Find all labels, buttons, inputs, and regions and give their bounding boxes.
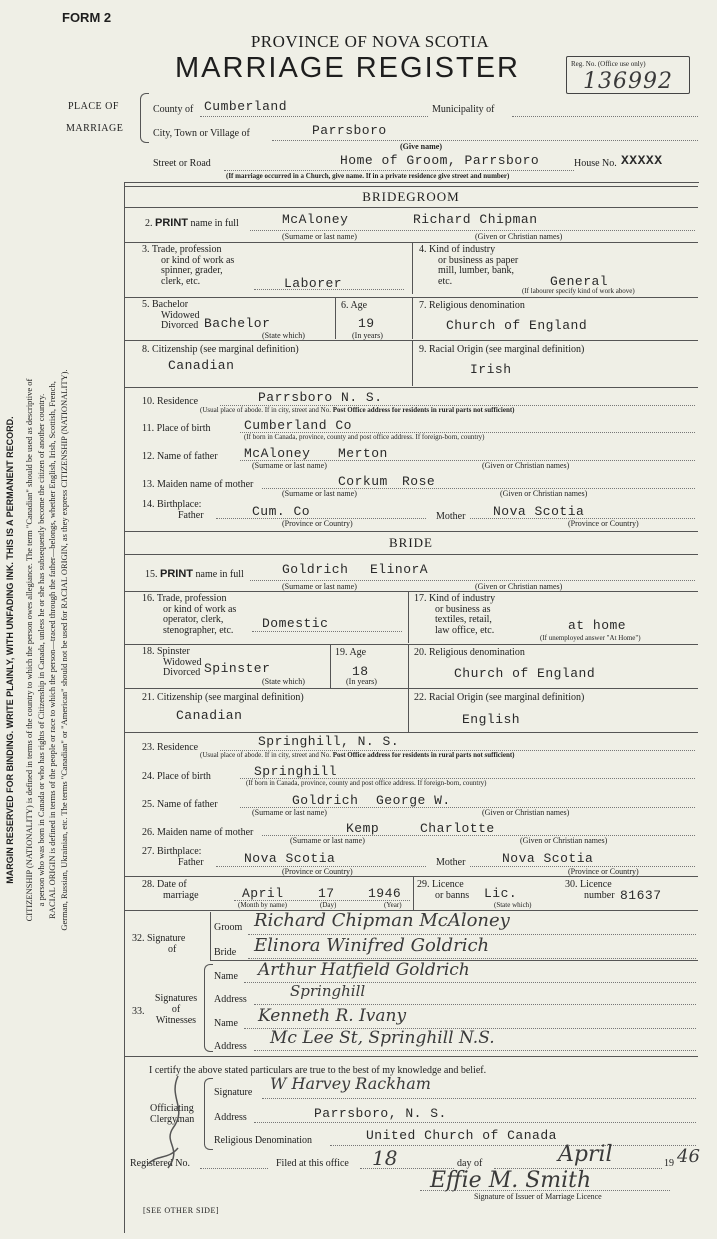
- groom-sig-label: Groom: [214, 922, 243, 933]
- bride-age-value: 18: [352, 664, 369, 679]
- scribble-mark-icon: [138, 1068, 208, 1178]
- surname-note: (Surname or last name): [282, 489, 357, 498]
- l: or business as: [435, 603, 491, 615]
- day-of-label: day of: [457, 1158, 483, 1169]
- rule: [408, 644, 409, 688]
- county-line: [200, 116, 428, 117]
- l: etc.: [438, 275, 453, 287]
- bride-residence-label: 23. Residence: [142, 742, 199, 753]
- bride-trade-label: [142, 594, 236, 636]
- rule: [412, 297, 413, 339]
- bridegroom-heading: BRIDEGROOM: [362, 189, 460, 204]
- witness-brace: [204, 964, 213, 1052]
- rule: [250, 230, 695, 231]
- groom-religion-value: Church of England: [446, 318, 588, 333]
- l: or kind of work as: [163, 603, 237, 615]
- groom-citizenship-label: 8. Citizenship (see marginal definition): [142, 344, 299, 355]
- city-value: Parrsboro: [312, 123, 387, 138]
- label-rest: name in full: [195, 569, 244, 580]
- groom-industry-value: General: [550, 274, 609, 289]
- rule: [408, 591, 409, 643]
- l: textiles, retail,: [435, 614, 492, 625]
- rule: [124, 732, 698, 733]
- marriage-year: 1946: [368, 886, 402, 901]
- groom-father-birthplace: Cum. Co: [252, 504, 311, 519]
- l: Father: [178, 510, 204, 521]
- street-value: Home of Groom, Parrsboro: [340, 153, 540, 168]
- rule: [124, 876, 698, 877]
- l: 28. Date of: [142, 879, 187, 890]
- groom-trade-label: [142, 245, 282, 287]
- rule: [124, 207, 698, 208]
- bride-religion-label: 20. Religious denomination: [414, 647, 525, 658]
- groom-racial-value: Irish: [470, 362, 512, 377]
- rule: [124, 387, 698, 388]
- bride-trade-value: Domestic: [262, 616, 329, 631]
- wit2-address: Mc Lee St, Springhill N.S.: [270, 1028, 495, 1048]
- clergy-denomination-label: Religious Denomination: [214, 1135, 313, 1146]
- wit1-name-label: Name: [214, 971, 238, 982]
- month-note: (Month by name): [238, 901, 287, 909]
- rule: [420, 1190, 670, 1191]
- l: 27. Birthplace:: [142, 846, 202, 857]
- see-other-side: [SEE OTHER SIDE]: [143, 1206, 219, 1215]
- l: Widowed: [161, 309, 200, 321]
- rule: [254, 1004, 696, 1005]
- bride-birth-label: 24. Place of birth: [142, 771, 211, 782]
- residence-note: [200, 406, 515, 414]
- l: Divorced: [163, 667, 201, 678]
- date-label: [142, 879, 199, 901]
- bride-industry-value: at home: [568, 618, 627, 633]
- surname-note: (Surname or last name): [252, 461, 327, 470]
- l: or kind of work as: [161, 254, 235, 266]
- witness-label: [140, 993, 212, 1026]
- rule: [124, 554, 698, 555]
- industry-note: (If labourer specify kind of work above): [522, 287, 635, 295]
- margin-line-4: a person who was born in Canada or who has rights of Citizenship in Canada, unless he or she has subsequently become the citizen of another country.: [35, 393, 46, 907]
- given-note: (Given or Christian names): [475, 232, 563, 241]
- registered-no-label: Registered No.: [130, 1158, 190, 1169]
- groom-mother-surname: Corkum: [338, 474, 388, 489]
- surname-note: (Surname or last name): [282, 582, 357, 591]
- l: 30. Licence: [565, 879, 612, 890]
- l: number: [584, 890, 615, 901]
- place-brace: [140, 93, 149, 143]
- rule: [254, 1050, 696, 1051]
- residence-note: [200, 751, 515, 759]
- l: Officiating: [150, 1103, 194, 1114]
- groom-racial-label: 9. Racial Origin (see marginal definition): [419, 344, 585, 355]
- groom-surname: McAloney: [282, 212, 349, 227]
- l: Father: [178, 857, 204, 868]
- given-note: (Given or Christian names): [482, 461, 570, 470]
- groom-birth-value: Cumberland Co: [244, 418, 352, 433]
- rule: [124, 186, 698, 187]
- filed-label: Filed at this office: [276, 1158, 349, 1169]
- year-note: (Year): [384, 901, 402, 909]
- l: of: [168, 944, 177, 955]
- bride-signature: Elinora Winifred Goldrich: [254, 935, 490, 956]
- groom-residence-value: Parrsboro N. S.: [258, 390, 383, 405]
- bride-birth-value: Springhill: [254, 764, 338, 779]
- clergy-signature: W Harvey Rackham: [270, 1074, 431, 1093]
- bride-mother-word: Mother: [436, 857, 466, 868]
- l: Clergyman: [150, 1114, 195, 1125]
- municipality-label: Municipality of: [432, 104, 495, 115]
- binding-margin-text: [0, 75, 85, 1225]
- l: or business as paper: [438, 254, 519, 266]
- groom-status-label: [142, 300, 199, 332]
- groom-mother-word: Mother: [436, 511, 466, 522]
- groom-industry-label: [419, 245, 518, 287]
- groom-trade-value: Laborer: [284, 276, 343, 291]
- licence-value: Lic.: [484, 886, 518, 901]
- wit1-address-label: Address: [214, 994, 247, 1005]
- prov-note: (Province or Country): [568, 867, 639, 876]
- rule: [250, 580, 695, 581]
- wit2-name-label: Name: [214, 1018, 238, 1029]
- bride-father-label: 25. Name of father: [142, 799, 218, 810]
- rule: [412, 242, 413, 294]
- marriage-month: April: [242, 886, 284, 901]
- clergy-address-label: Address: [214, 1112, 247, 1123]
- l: 16. Trade, profession: [142, 593, 227, 604]
- rule: [252, 631, 402, 632]
- n: Post Office address for residents in rural parts not sufficient): [332, 751, 515, 759]
- house-value: XXXXX: [621, 153, 663, 168]
- reg-no-label: Reg. No. (Office use only): [571, 60, 646, 68]
- l: Divorced: [161, 320, 199, 331]
- rule: [412, 340, 413, 386]
- rule: [124, 688, 698, 689]
- groom-signature: Richard Chipman McAloney: [254, 910, 510, 931]
- year-prefix: 19: [664, 1158, 674, 1169]
- wit2-name: Kenneth R. Ivany: [258, 1006, 407, 1026]
- street-line: [224, 170, 574, 171]
- rule: [124, 531, 698, 532]
- unemployed-note: (If unemployed answer "At Home"): [540, 634, 641, 642]
- l: law office, etc.: [435, 624, 495, 636]
- bride-given: ElinorA: [370, 562, 429, 577]
- prov-note: (Province or Country): [282, 867, 353, 876]
- bride-industry-label: [414, 594, 495, 636]
- page-title: MARRIAGE REGISTER: [175, 52, 520, 84]
- margin-line-5: RACIAL ORIGIN is defined in terms of the people or race to which the person—traced through the father—belongs, whether English, Irish, Scottish, French,: [47, 381, 57, 919]
- filed-month: April: [558, 1142, 613, 1167]
- rule: [124, 644, 698, 645]
- bride-religion-value: Church of England: [454, 666, 596, 681]
- margin-line-3: CITIZENSHIP (NATIONALITY) is defined in terms of the country to which the person owes allegiance. The term "Canadian" should be used as descriptive of: [24, 378, 34, 922]
- bride-age-label: 19. Age: [335, 647, 367, 658]
- form-number: FORM 2: [62, 10, 112, 25]
- l: Witnesses: [155, 1015, 197, 1026]
- municipality-line: [512, 116, 698, 117]
- l: 4. Kind of industry: [419, 244, 496, 255]
- bride-citizenship-label: 21. Citizenship (see marginal definition): [142, 692, 304, 703]
- bride-mother-surname: Kemp: [346, 821, 380, 836]
- l: clerk, etc.: [161, 275, 201, 287]
- given-note: (Given or Christian names): [500, 489, 588, 498]
- bride-status-label: [142, 647, 201, 679]
- groom-citizenship-value: Canadian: [168, 358, 235, 373]
- reg-no-box: [566, 56, 690, 94]
- l: mill, lumber, bank,: [438, 265, 514, 276]
- rule: [124, 340, 698, 341]
- wit1-address: Springhill: [290, 982, 366, 1000]
- rule: [248, 958, 696, 959]
- l: Widowed: [163, 656, 202, 668]
- rule: [124, 591, 698, 592]
- give-name-note: (Give name): [400, 142, 442, 151]
- l: marriage: [163, 890, 199, 901]
- street-label: Street or Road: [153, 158, 211, 169]
- day-note: (Day): [320, 901, 337, 909]
- surname-note: (Surname or last name): [252, 808, 327, 817]
- bride-name-label: [145, 568, 244, 580]
- given-note: (Given or Christian names): [482, 808, 570, 817]
- birth-note: (If born in Canada, province, county and post office address. If foreign-born, country): [244, 433, 485, 441]
- groom-age-value: 19: [358, 316, 375, 331]
- l: 3. Trade, profession: [142, 244, 222, 255]
- bride-mother-given: Charlotte: [420, 821, 495, 836]
- state-note: (State which): [262, 331, 305, 340]
- l: 17. Kind of industry: [414, 593, 496, 604]
- filed-year: 46: [677, 1146, 700, 1167]
- groom-given: Richard Chipman: [413, 212, 538, 227]
- bride-father-birthplace: Nova Scotia: [244, 851, 336, 866]
- rule: [200, 1168, 268, 1169]
- l: stenographer, etc.: [163, 624, 234, 636]
- groom-mother-birthplace: Nova Scotia: [493, 504, 585, 519]
- given-note: (Given or Christian names): [475, 582, 563, 591]
- rule: [124, 1056, 698, 1057]
- given-note: (Given or Christian names): [520, 836, 608, 845]
- l: operator, clerk,: [163, 614, 224, 625]
- licence-label: [417, 879, 469, 901]
- rule: [254, 1122, 696, 1123]
- groom-age-label: 6. Age: [341, 300, 368, 311]
- groom-father-given: Merton: [338, 446, 388, 461]
- bride-racial-value: English: [462, 712, 521, 727]
- bride-mother-label: 26. Maiden name of mother: [142, 827, 254, 838]
- city-label: City, Town or Village of: [153, 128, 250, 139]
- rule: [254, 289, 404, 290]
- place-of-label: PLACE OF: [68, 101, 119, 112]
- l: of: [171, 1004, 181, 1015]
- province-heading: PROVINCE OF NOVA SCOTIA: [250, 32, 490, 51]
- city-line: [272, 140, 698, 141]
- rule: [413, 876, 414, 910]
- clergy-denomination: United Church of Canada: [366, 1128, 557, 1143]
- surname-note: (Surname or last name): [290, 836, 365, 845]
- prov-note: (Province or Country): [568, 519, 639, 528]
- groom-mother-given: Rose: [402, 474, 436, 489]
- groom-status-value: Bachelor: [204, 316, 271, 331]
- l: 14. Birthplace:: [142, 499, 202, 510]
- label-print: PRINT: [155, 217, 188, 229]
- certify-statement: I certify the above stated particulars are true to the best of my knowledge and belief.: [149, 1065, 487, 1076]
- l: 5. Bachelor: [142, 299, 189, 310]
- licence-number-value: 81637: [620, 888, 662, 903]
- clergy-address: Parrsboro, N. S.: [314, 1106, 447, 1121]
- rule: [210, 912, 211, 960]
- groom-name-label: [145, 217, 239, 229]
- rule: [330, 644, 331, 688]
- bride-sig-label: Bride: [214, 947, 237, 958]
- l: 18. Spinster: [142, 646, 190, 657]
- rule: [262, 1098, 696, 1099]
- issuer-signature: Effie M. Smith: [430, 1168, 592, 1193]
- county-value: Cumberland: [204, 99, 288, 114]
- n: Post Office address for residents in rural parts not sufficient): [332, 406, 515, 414]
- label-num: 15.: [145, 569, 158, 580]
- rule: [124, 242, 698, 243]
- groom-father-surname: McAloney: [244, 446, 311, 461]
- issuer-label: Signature of Issuer of Marriage Licence: [474, 1192, 602, 1201]
- street-note: (If marriage occurred in a Church, give name. If in a private residence give street and number): [226, 172, 510, 180]
- groom-birth-label: 11. Place of birth: [142, 423, 211, 434]
- wit1-name: Arthur Hatfield Goldrich: [258, 960, 470, 980]
- rule: [335, 297, 336, 339]
- label-num: 2.: [145, 218, 153, 229]
- bride-residence-value: Springhill, N. S.: [258, 734, 400, 749]
- licence-number-label: [565, 879, 615, 901]
- margin-line-2: MARGIN RESERVED FOR BINDING. WRITE PLAINLY, WITH UNFADING INK. THIS IS A PERMANENT RECORD.: [4, 416, 15, 884]
- bride-father-given: George W.: [376, 793, 451, 808]
- marriage-label: MARRIAGE: [66, 123, 124, 134]
- bride-citizenship-value: Canadian: [176, 708, 243, 723]
- bride-father-surname: Goldrich: [292, 793, 359, 808]
- bride-birthplace-label: [142, 846, 204, 868]
- groom-residence-label: 10. Residence: [142, 396, 199, 407]
- groom-birthplace-label: [142, 499, 204, 521]
- l: spinner, grader,: [161, 265, 223, 276]
- groom-mother-label: 13. Maiden name of mother: [142, 479, 254, 490]
- state-which-note: (State which): [494, 901, 532, 909]
- marriage-day: 17: [318, 886, 335, 901]
- bride-racial-label: 22. Racial Origin (see marginal definition): [414, 692, 585, 703]
- l: Signatures: [154, 993, 198, 1004]
- groom-religion-label: 7. Religious denomination: [419, 300, 525, 311]
- signature-label: [132, 933, 185, 955]
- years-note: (In years): [346, 677, 377, 686]
- margin-line-6: German, Russian, Ukrainian, etc. The terms "Canadian" or "American" should not be used for RACIAL ORIGIN, as they express CITIZENSHIP (NATIONALITY).: [58, 369, 69, 931]
- bride-heading: BRIDE: [389, 535, 433, 550]
- n: (Usual place of abode. If in city, street and No.: [200, 406, 331, 414]
- n: (Usual place of abode. If in city, street and No.: [200, 751, 331, 759]
- clergy-sig-label: Signature: [214, 1087, 253, 1098]
- years-note: (In years): [352, 331, 383, 340]
- witness-num: 33.: [132, 1006, 145, 1017]
- bride-status-value: Spinster: [204, 661, 271, 676]
- l: or banns: [435, 890, 470, 901]
- l: 29. Licence: [417, 879, 464, 890]
- rule: [408, 688, 409, 732]
- filed-day: 18: [372, 1146, 398, 1170]
- l: 32. Signature: [132, 933, 186, 944]
- house-label: House No.: [574, 158, 617, 169]
- birth-note: (If born in Canada, province, county and post office address. If foreign-born, country): [246, 779, 487, 787]
- bride-mother-birthplace: Nova Scotia: [502, 851, 594, 866]
- reg-no-value: 136992: [583, 69, 673, 94]
- prov-note: (Province or Country): [282, 519, 353, 528]
- label-rest: name in full: [190, 218, 239, 229]
- wit2-address-label: Address: [214, 1041, 247, 1052]
- bride-surname: Goldrich: [282, 562, 349, 577]
- groom-father-label: 12. Name of father: [142, 451, 218, 462]
- label-print: PRINT: [160, 568, 193, 580]
- state-note: (State which): [262, 677, 305, 686]
- surname-note: (Surname or last name): [282, 232, 357, 241]
- county-label: County of: [153, 104, 194, 115]
- rule: [124, 297, 698, 298]
